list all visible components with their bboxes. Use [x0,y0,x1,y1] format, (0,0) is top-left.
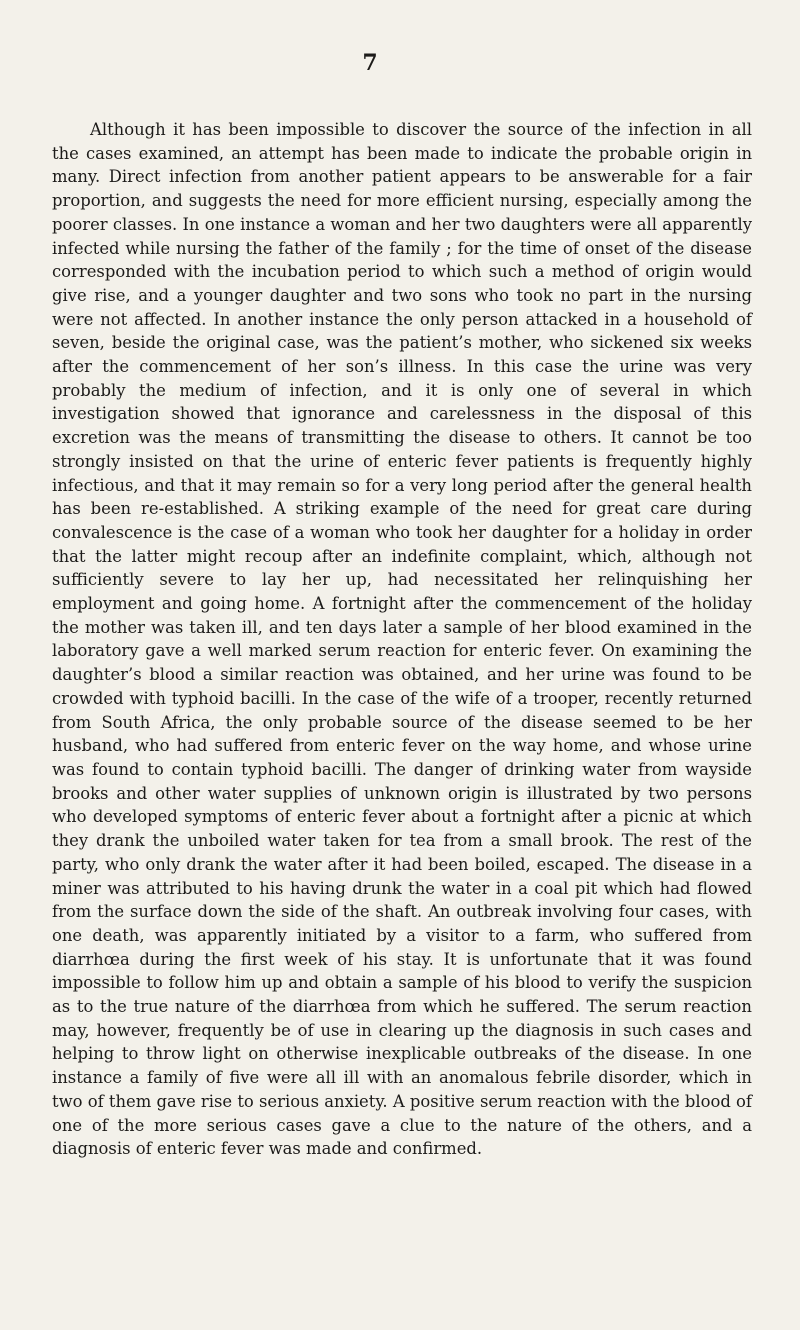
page-number: 7 [362,50,378,76]
body-paragraph: Although it has been impossible to discover the source of the infection in all the cases examined, an attempt has been made to indicate the probable origin in many. Direct infection from another patient appears to be answerable for a fair proportion, and suggests the need for more efficient nursing, especially among the poorer classes. In one instance a woman and her two daughters were all apparently infected while nursing the father of the family ; for the time of onset of the disease corresponded with the incubation period to which such a method of origin would give rise, and a younger daughter and two sons who took no part in the nursing were not affected. In another instance the only person attacked in a household of seven, beside the original case, was the patient’s mother, who sickened six weeks after the commencement of her son’s illness. In this case the urine was very probably the medium of infection, and it is only one of several in which investigation showed that ignorance and carelessness in the disposal of this excretion was the means of transmitting the disease to others. It cannot be too strongly insisted on that the urine of enteric fever patients is frequently highly infectious, and that it may remain so for a very long period after the general health has been re-established. A striking example of the need for great care during convalescence is the case of a woman who took her daughter for a holiday in order that the latter might recoup after an indefinite complaint, which, although not sufficiently severe to lay her up, had necessitated her relinquishing her employment and going home. A fortnight after the commencement of the holiday the mother was taken ill, and ten days later a sample of her blood examined in the laboratory gave a well marked serum reaction for enteric fever. On examining the daughter’s blood a similar reaction was obtained, and her urine was found to be crowded with typhoid bacilli. In the case of the wife of a trooper, recently returned from South Africa, the only probable source of the disease seemed to be her husband, who had suffered from enteric fever on the way home, and whose urine was found to contain typhoid bacilli. The danger of drinking water from wayside brooks and other water supplies of unknown origin is illustrated by two persons who developed symptoms of enteric fever about a fortnight after a picnic at which they drank the unboiled water taken for tea from a small brook. The rest of the party, who only drank the water after it had been boiled, escaped. The disease in a miner was attributed to his having drunk the water in a coal pit which had flowed from the surface down the side of the shaft. An outbreak involving four cases, with one death, was apparently initiated by a visitor to a farm, who suffered from diarrhœa during the first week of his stay. It is unfortunate that it was found impossible to follow him up and obtain a sample of his blood to verify the suspicion as to the true nature of the diarrhœa from which he suffered. The serum reaction may, however, frequently be of use in clearing up the diagnosis in such cases and helping to throw light on otherwise inexplicable outbreaks of the disease. In one instance a family of five were all ill with an anomalous febrile disorder, which in two of them gave rise to serious anxiety. A positive serum reaction with the blood of one of the more serious cases gave a clue to the nature of the others, and a diagnosis of enteric fever was made and confirmed. [52,120,752,1159]
